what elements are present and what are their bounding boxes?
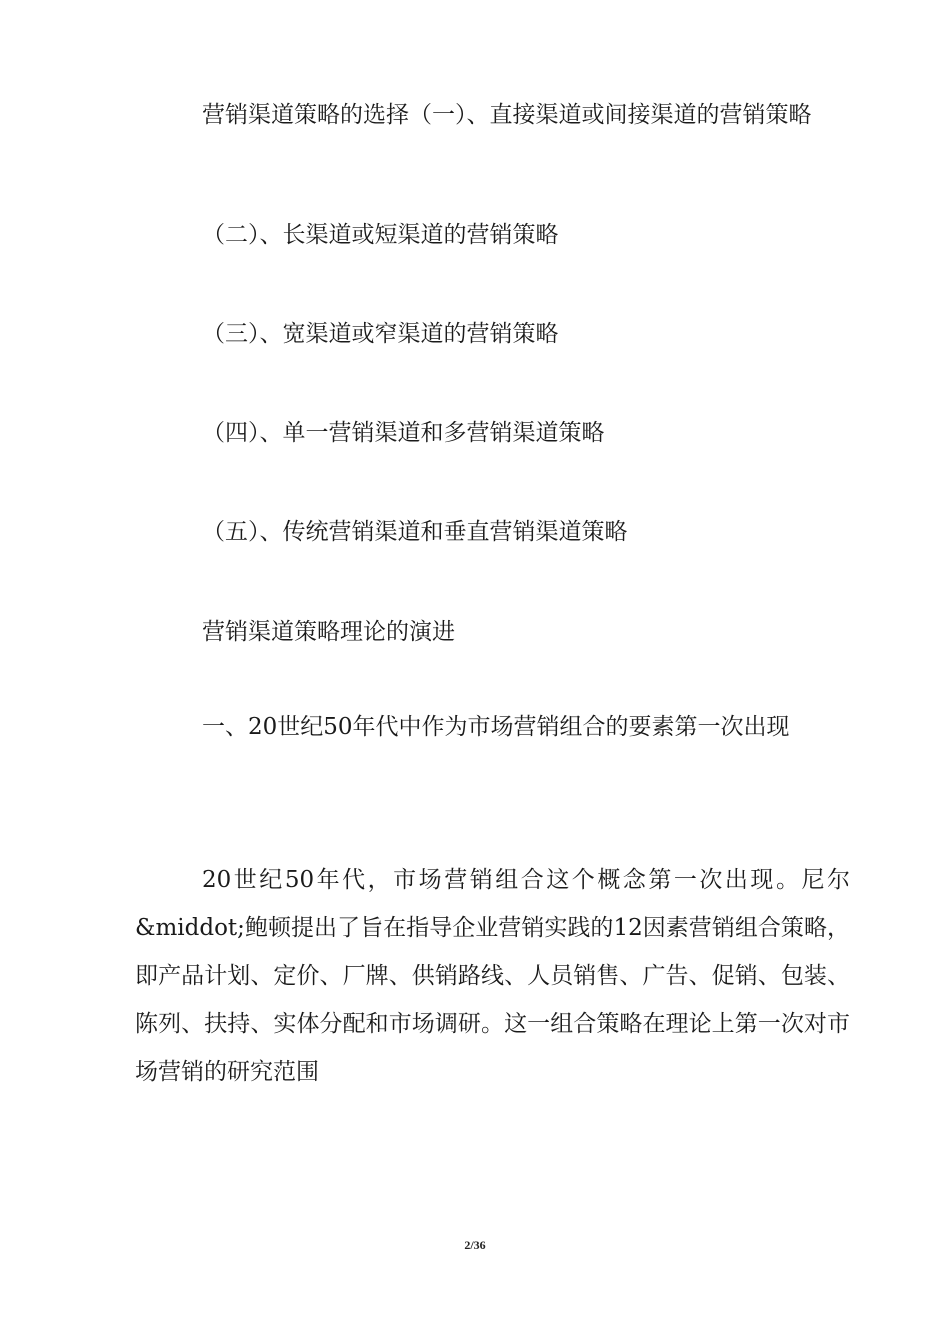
paragraph-channel-strategy-choice: 营销渠道策略的选择（一）、直接渠道或间接渠道的营销策略 <box>202 102 812 128</box>
page-number: 2/36 <box>464 1238 486 1252</box>
body-paragraph-marketing-mix-history: 20世纪50年代，市场营销组合这个概念第一次出现。尼尔&middot;鲍顿提出了旨在指导企业营销实践的12因素营销组合策略，即产品计划、定价、厂牌、供销路线、人员销售、广告、促销、包装、陈列、扶持、实体分配和市场调研。这一组合策略在理论上第一次对市场营销的研究范围 <box>135 867 850 1085</box>
paragraph-traditional-vertical-channel: （五）、传统营销渠道和垂直营销渠道策略 <box>202 519 628 545</box>
paragraph-long-short-channel: （二）、长渠道或短渠道的营销策略 <box>202 222 559 248</box>
paragraph-wide-narrow-channel: （三）、宽渠道或窄渠道的营销策略 <box>202 321 559 347</box>
section-heading-theory-evolution: 营销渠道策略理论的演进 <box>202 619 455 645</box>
paragraph-single-multi-channel: （四）、单一营销渠道和多营销渠道策略 <box>202 420 605 446</box>
subheading-1950s-marketing-mix: 一、20世纪50年代中作为市场营销组合的要素第一次出现 <box>202 714 790 740</box>
